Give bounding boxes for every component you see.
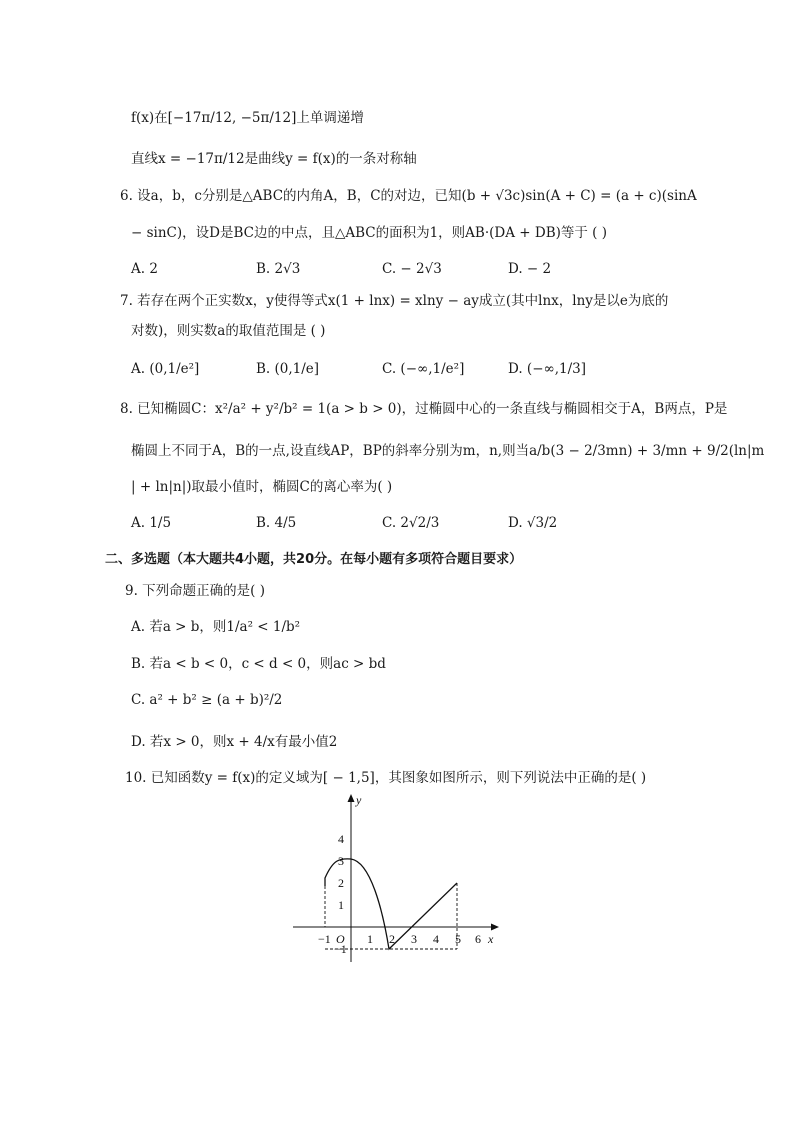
function-graph (285, 792, 505, 967)
y-tick-3: 3 (338, 854, 344, 868)
q8-option-a[interactable]: A. 1/5 (131, 515, 172, 531)
q9-option-d[interactable]: D. 若x > 0，则x + 4/x有最小值2 (131, 734, 338, 750)
x-axis-arrow-icon (491, 924, 499, 931)
x-tick-6: 6 (475, 932, 481, 946)
q8-option-c[interactable]: C. 2√2/3 (382, 515, 440, 531)
q9-stem: 9. 下列命题正确的是( ) (125, 583, 265, 599)
q6-option-c[interactable]: C. − 2√3 (382, 261, 442, 277)
q7-option-c[interactable]: C. (−∞,1/e²] (382, 361, 465, 377)
q8-option-b[interactable]: B. 4/5 (256, 515, 297, 531)
section-heading: 二、多选题（本大题共4小题，共20分。在每小题有多项符合题目要求） (105, 552, 523, 567)
y-axis-arrow-icon (348, 794, 355, 802)
q7-option-d[interactable]: D. (−∞,1/3] (508, 361, 587, 377)
x-tick-neg1: −1 (318, 932, 331, 946)
q6-stem-line2: − sinC)，设D是BC边的中点，且△ABC的面积为1，则AB·(DA + DB)等于 ( ) (131, 225, 608, 241)
q9-option-a[interactable]: A. 若a > b，则1/a² < 1/b² (131, 619, 301, 635)
x-tick-2: 2 (389, 932, 395, 946)
q7-stem-line2: 对数)，则实数a的取值范围是 ( ) (131, 323, 326, 339)
q6-option-b[interactable]: B. 2√3 (256, 261, 301, 277)
q5-option-d[interactable]: 直线x = −17π/12是曲线y = f(x)的一条对称轴 (131, 151, 417, 167)
q7-option-b[interactable]: B. (0,1/e] (256, 361, 320, 377)
q6-option-a[interactable]: A. 2 (131, 261, 158, 277)
y-tick-neg1: −1 (334, 942, 347, 956)
x-tick-3: 3 (411, 932, 417, 946)
y-tick-1: 1 (338, 898, 344, 912)
y-axis-label: y (356, 793, 362, 807)
x-tick-4: 4 (433, 932, 439, 946)
y-tick-2: 2 (338, 876, 344, 890)
q9-option-c[interactable]: C. a² + b² ≥ (a + b)²/2 (131, 692, 283, 708)
q6-stem-line1: 6. 设a，b，c分别是△ABC的内角A，B，C的对边，已知(b + √3c)sin(A + C) = (a + c)(sinA (120, 188, 697, 204)
q8-option-d[interactable]: D. √3/2 (508, 515, 558, 531)
q5-option-c[interactable]: f(x)在[−17π/12, −5π/12]上单调递增 (131, 110, 364, 126)
q8-stem-line2: 椭圆上不同于A，B的一点,设直线AP，BP的斜率分别为m，n,则当a/b(3 − 2/3mn) + 3/mn + 9/2(ln|m (131, 443, 765, 459)
x-axis-label: x (488, 932, 494, 946)
x-tick-5: 5 (455, 932, 461, 946)
q6-option-d[interactable]: D. − 2 (508, 261, 552, 277)
x-tick-1: 1 (367, 932, 373, 946)
y-tick-4: 4 (338, 832, 344, 846)
q8-stem-line3: | + ln|n|)取最小值时，椭圆C的离心率为( ) (131, 479, 393, 495)
origin-label: O (336, 932, 345, 946)
q7-stem-line1: 7. 若存在两个正实数x，y使得等式x(1 + lnx) = xlny − ay成立(其中lnx，lny是以e为底的 (120, 293, 669, 309)
q9-option-b[interactable]: B. 若a < b < 0，c < d < 0，则ac > bd (131, 656, 386, 672)
q10-stem: 10. 已知函数y = f(x)的定义域为[ − 1,5]，其图象如图所示，则下列说法中正确的是( ) (125, 770, 647, 786)
q8-stem-line1: 8. 已知椭圆C：x²/a² + y²/b² = 1(a > b > 0)，过椭圆中心的一条直线与椭圆相交于A，B两点，P是 (120, 401, 728, 417)
q7-option-a[interactable]: A. (0,1/e²] (131, 361, 200, 377)
